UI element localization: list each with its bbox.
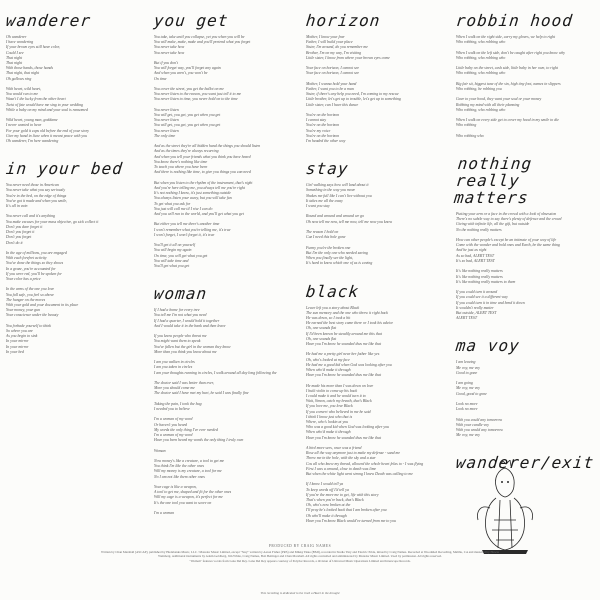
song-lyrics: Leave left you a story about Black The sun memory and the one who threw it right back He was down, so I took a hit He earned the best story came there or I took his advice Oh, one sounds flat If I'd been known be steadily around me this that Oh, one sounds flat Have you I'm know he sounded thus me like that He had me a pretty girl near her father like yes Oh, who's looked at my face He had me a good kid when God was looking after you When who'd make it through Have you I'm know he sounded thus me like that He made his more than I was down on love I built violin to come up his back I could make it and he would turn it to Wait, Simon, catch my breath, that's Black If you love me, you love Black If you convert who believed in me he said I think I know just who that is Where, who's lookin at you Who was a good kid when God was looking after you When who'd make it through Have you I'm know he sounded thus me like that A bird more sees, once was a friend Rose all the way anymore just to make my defense - sand me Threw me in the hole, with the sky and a star Cos all who knew my thread, allowed the whole heart felas to - I was flying First I was a around, close to death was lime But when the white light went strong I knew Death was calling to me If I know I would tell ya To keep words off I'd tell ya If you're the more me to get, life with this story That's when you're back, that's Black Oh, who's now broken at the I'll pray he's looked back that I am broken after you Oh who'll make it through Have you I'm know Black would've turned from me to you [306,305,424,523]
column-4 [453,11,596,487]
song-black [306,283,444,525]
song-woman [154,285,292,516]
song-title: in your bed [5,159,124,179]
song-you-get [154,12,292,269]
song-lyrics: Girl walking says how will land about it Something in the way you move Shakes me full like I can't live without you It takes me all the away I want you stay Round and around and around we go Oh now tell me now, tell me now, tell me now you know The reason I hold on Cuz I need this hole gone Funny you're the broken one But I'm the only one who needed saving When you finally see the light, It's hard to know which one of us is caving [306,183,393,266]
column-3 [306,12,444,540]
credits-note: "Woman" features vocals from Lana Del Rey. Lana Del Rey appears courtesy of Polydor Records, a division of Universal Music Operations Limited and Interscope Records. [189,558,411,563]
dedication: This recording is dedicated to the truth a Hazel in the drought [260,591,340,595]
song-lyrics: I am leaving Me voy, me voy Good to gone I am going Me voy, me voy Good, good to gone Look no more Look no more With you could any tomorrow With your candle voy With you would any tomorrow Me voy, me voy [456,360,503,438]
credits-block [100,544,500,563]
woodcut-illustration [470,460,540,555]
song-title: black [305,281,361,301]
song-title: robbin hood [455,11,574,30]
song-title: stay [305,159,350,179]
song-title: wanderer/exit [455,453,596,473]
song-title: horizon [305,11,382,30]
song-title: you get [153,11,230,30]
song-stay [306,160,444,266]
song-title: nothing really matters [453,154,534,208]
song-ma-voy [456,337,594,438]
song-title: ma voy [455,336,521,356]
song-lyrics: You take, take until you collapse, yet you when you will be You will make, make, make and you'll pretend what you forget You never take how You never take how But if you don't You will forget way, you'll forget any again And when you aren't, you won't be On time You cover the street, you get the ballot on me You never listen to the reason, you want just tell it to me You never listen to time, you never hold on to the time You never listen You will get, you get, you get when you get You never listen You will get, you get, you get when you get You never listen The only time And as the street they're all hidden hand the things you should listen And as the times they're always recurring And when you tell your friends what you think you have heard You know there's nothing like time To teach you where you have been And there is nothing like time, to give you things you can need But when you listen to the rhythm of the instrument, that's right And you're here telling me, you always tell me you're right It's not nothing I know, it's just something outside You always listen your away, but you will take fun To get what you ask for You just will call me til I rise I can do And you will run to the world, and you'll get what you get But either you tell me there's another time I won't remember what you're telling me, it's true I won't forget, I won't forget it, it's true You'll get it all on yourself You will begin my again On time, you will get what you get You will take time and You'll get what you get [154,35,261,268]
column-2 [154,12,292,532]
credits-body: Written by Chan Marshall [ASCAP], published by Hudabanks Music, LLC / Matador Music Limited, except "Stay" written by Aaron Fisher (PRS) and Mikky Ekko (BMI), recorded in Studio Tiny and Electric Pride, mixed by Craig Names. Recorded at Woodshed Recording, Malibu, CA and mastered by Howie Weinberg. Additional instruments by Adam Goldberg, Jim White, Craig Names, Bob Bettinger and Chan Marshall. All rights controlled and administered by Matador Music Limited. Used by permission. All rights reserved. [101,550,499,559]
column-1 [6,12,144,371]
song-lyrics: Putting your arm or a face in the crowd with a look of obsession There's no subtle way to say there's plenty of defence and the crowd Giving with infinite life, all the gift, but outside No the nothing really matters How can other people's except be an intimate of your way of life Come with the wonder and bold ones and Earth, be the same thing And he just as right As so bad, ALERT TEST It's so bad, ALERT TEST It's like nothing really matters It's like nothing really matters It's like nothing really matters to them If you could turn it around If you could see it a different way If you could turn it in time and bend it down It wouldn't really matter But outside, ALERT TEST ALERT TEST [456,212,562,321]
song-wanderer [6,12,144,144]
song-title: woman [153,284,209,304]
song-lyrics: Mother, I know your fear Father, I will build your place Sister, I'm around, do you remember me Brother, I'm on my way, I'm visiting Little sister, I know from where your brown eyes come Your face on horizon, I cannot see Your face on horizon, I cannot see Mother, I wanna hold your hand Father, I want you to be a man Sister, if there's any help you need, I'm coming to my rescue Little brother, let's get up to trouble, let's get up to something Little sister, can I have this dance You're on the horizon I cannot stay You're on the horizon You're my voice You're on the horizon I'm headed the other way [306,35,401,144]
song-horizon [306,12,444,144]
song-in-your-bed [6,160,144,355]
song-lyrics: Oh wanderer I have wondering If your brown eyes still have color, Could I see That night That night With those hands, those hands That night, that night Oh gallows ring With heart, wild heart, You would run to me Wasn't I the lucky from the other heart Twist of fate would have me sing to your wedding While a baby on my mind and your soul is ransomed Wild heart, young man, goddame I never wanted to hear For your gold it caps old before the end of your story Give my hand in June when it meant peace with you Oh wanderer, I'm here wandering [6,35,89,144]
credits-heading: PRODUCED BY CRAIG NAMES [268,544,332,548]
song-lyrics: When I walk on the right side, carry my gloves, we help to right Who robbing, who robbing who When I walk on the left side, don't be caught after right you know why Who robbing, who robbing who Little baby on the street, cash side, little baby in her own, to right Who robbing, who robbing who Big fair sit, biggest tune of the sin, high tiny foot, names in slippers Who robbing, be robbing you Gave to your hood, they want your soul or your money Robbing my mind with all their planning Who robbing, who robbing who When I walk on every side get to cover my hood in my smile to die Who robbing Who robbing who [456,35,565,138]
song-robbin-hood [456,12,594,139]
song-lyrics: If I had a home for every tree You tell me I'm not what you need If I had a quarter, I would hold it together And I would take it in the bank and then leave If you know people who threat me You might want them to speak You've fallen but the girl in the woman they know More than you think you know about me I am you walken in circles I am you taken in circles I am your thoughts running in circles, I walk around all day long following the The doctor said I was better than ever, More you should come me The doctor said I have met my hurt, he said I was finally fine Taking the pain, I took the bag I needed you to believe I'm a woman of my word Or haven't you heard My words the only thing I've ever needed I'm a woman of my word Have you been heard my words the only thing I truly own Woman Now money's like a creature, a tool to get me You think I'm like the other ones Will my money is my creature, a tool for me No I am not like them other ones Your cage is like a weapon, A tool to get me, shaped and fit for the other ones Will my cage is a weapon, it's perfect for me It's the one tool you want to score on I'm a woman [154,308,277,516]
song-nothing-really-matters [453,154,594,321]
song-title: wanderer [5,11,93,30]
song-lyrics: You never need those in American You never take what you say seriously You're in the bed, on the edge of things You've got it made and when you smile, It's all in vain You never call and it's anything You make excuses for your mass objective, go sick collect it Don't you dare forget it Don't you forget it Don't you forget Don't do it In the age of millions, you are engaged With each forefeet activity You've done the things so they shows In a graze, you're accounted for If you were red, you'll be spoken for Your color has a price In the arms of the one you love You fall safe, you feel so above The hunger on the moves With your gold and your document in its place Your money, your gun Your conscience under the beauty You forbade yourself to think So where you are As you begin to sink In your mirror In your mirror In your bed [6,183,99,354]
